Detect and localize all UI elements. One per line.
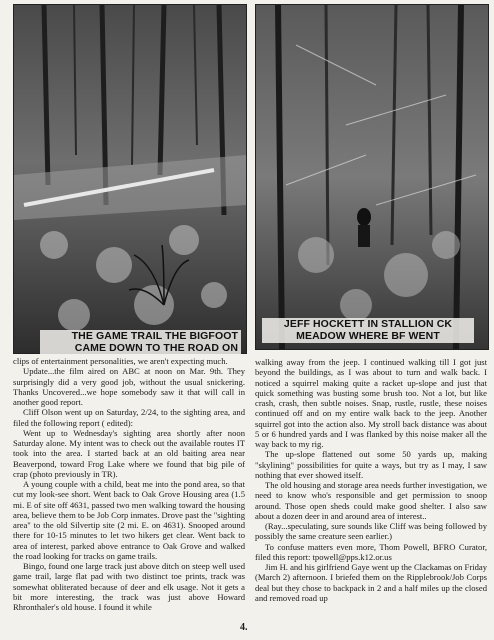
paragraph: Bingo, found one large track just above ditch on steep well used game trail, large flat pad with two distinct toe prints, track was somewhat obliterated because of deer and elk usage. Not it gets a bit more interesting, the track was just above Howard Rhronthaler's old house. I found it while (13, 561, 245, 612)
paragraph: Cliff Olson went up on Saturday, 2/24, to the sighting area, and filed the following report ( edited): (13, 407, 245, 428)
paragraph: Jim H. and his girlfriend Gaye went up the Clackamas on Friday (March 2) afternoon. I briefed them on the Ripplebrook/Job Corps deal but they chose to backpack in 2 and a half miles up the closed and removed road up (255, 562, 487, 603)
paragraph: walking away from the jeep. I continued walking till I got just beyond the buildings, as I was about to turn and walk back. I noticed a squirrel making quite a racket up-slope and just that quick something was busting some brush too. Not a lot, but like crash, crash, then subtle noises. Snap, rustle, rustle, these noises continued off and on my entire walk back to the jeep. Another squirrel got into the action also. My stroll back distance was about 5 or 6 hundred yards and I was flanked by this noise maker all the way back to my rig. (255, 357, 487, 449)
paragraph: The up-slope flattened out some 50 yards up, making "skylining" possibilities for quite a ways, but try as I may, I saw nothing that ever showed itself. (255, 449, 487, 480)
caption-stallion-ck-meadow: JEFF HOCKETT IN STALLION CK MEADOW WHERE BF WENT (262, 318, 474, 343)
photo-game-trail (13, 4, 247, 354)
paragraph: To confuse matters even more, Thom Powell, BFRO Curator, filed this report: tpowell@pps.k12.or.us (255, 541, 487, 562)
page-number: 4. (240, 622, 248, 633)
paragraph: Went up to Wednesday's sighting area shortly after noon Saturday alone. My intent was to check out the available routes IT took into the area. I started back at an old baiting area near Beaverpond, toward Frog Lake where we found that big pile of crap (photo previously in TR). (13, 427, 245, 479)
paragraph: A young couple with a child, beat me into the pond area, so that cut my look-see short. Went back to Oak Grove Housing area (1.5 mi. E of site off 4631, passed two men walking toward the housing area, believe them to be Job Corp inmates. Drove past the "sighting area" to the old Silvertip site (2 mi. E. on 4631). Snooped around there for 10-15 minutes to let two hikers get clear. Went back to area of interest, parked above entrance to Oak Grove and walked the road looking for tracks on game trails. (13, 479, 245, 561)
article-column-right (255, 357, 487, 603)
paragraph: (Ray...speculating, sure sounds like Cliff was being followed by possibly the same creature seen earlier.) (255, 521, 487, 542)
paragraph: Update...the film aired on ABC at noon on Mar. 9th. They surprisingly did a very good job, without the usual snickering. Thanks Uncovered...we hope somebody saw it that will call in another good report. (13, 366, 245, 407)
caption-game-trail: THE GAME TRAIL THE BIGFOOT CAME DOWN TO THE ROAD ON (40, 330, 241, 355)
article-column-left (13, 356, 245, 612)
paragraph: The old housing and storage area needs further investigation, we need to know who's responsible and get permission to snoop around. Those open sheds could make good shelter. I also saw about a dozen deer in and around area of interest.. (255, 480, 487, 521)
paragraph: clips of entertainment personalities, we aren't expecting much. (13, 356, 228, 366)
photo-stallion-ck-meadow (255, 4, 489, 350)
